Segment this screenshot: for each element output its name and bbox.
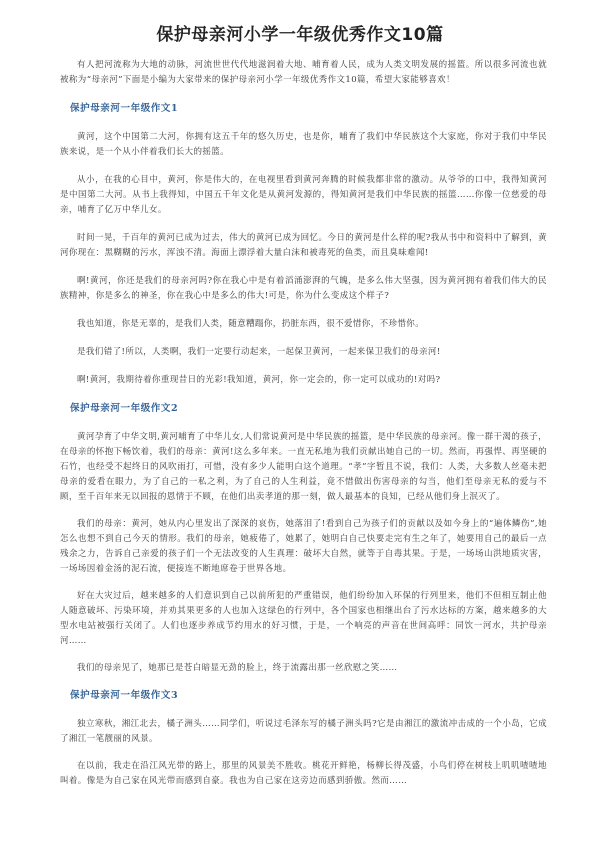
essay-2-paragraph: 我们的母亲：黄河，她从内心里发出了深深的哀伤，她落泪了!看到自己为孩子们的贡献以及如今身上的“遍体鳞伤”,她怎么也想不到自己今天的情形。我们的母亲，她疲倦了，她累了，她明白自己快要走完有生之年了，她要用自己的最后一点残余之力，告诉自己亲爱的孩子们一个无法改变的人生真理：破坏大自然，就等于自毒其果。于是，一场场山洪地质灾害，一场场因着金汤的泥石流，便接连不断地席卷于世界各地。 (60, 519, 547, 574)
essay-3-paragraph: 独立寒秋，湘江北去，橘子洲头……同学们，听说过毛泽东写的橘子洲头吗?它是由湘江的激流冲击成的一个小岛，它成了湘江一笔靓丽的风景。 (60, 719, 547, 744)
essay-1-paragraph: 黄河，这个中国第二大河，你拥有这五千年的悠久历史，也是你，哺育了我们中华民族这个大家庭，你对于我们中华民族来说，是一个从小伴着我们长大的摇篮。 (60, 132, 547, 157)
essay-2-paragraph: 我们的母亲见了，她那已是苍白暗显无劲的脸上，终于流露出那一丝欣慰之笑…… (77, 663, 398, 673)
essay-3-heading: 保护母亲河一年级作文3 (70, 690, 179, 701)
essay-2-heading: 保护母亲河一年级作文2 (70, 403, 179, 414)
page-bottom-edge (0, 839, 600, 849)
page-title: 保护母亲河小学一年级优秀作文10篇 (156, 25, 444, 45)
essay-2-paragraph: 好在大灾过后，越来越多的人们意识到自己以前所犯的严重错误，他们纷纷加入环保的行列里来，他们不但相互制止他人随意破坏、污染环境，并劝其果更多的人也加入这绿色的行列中，各个国家也相继出台了污水达标的方案，越来越多的大型水电站被强行关闭了。人们也逐步养成节约用水的好习惯，于是，一个响亮的声音在世间高呼：同饮一河水，共护母亲河…… (60, 591, 547, 646)
essay-1-paragraph: 从小，在我的心目中，黄河，你是伟大的，在电视里看到黄河奔腾的时候我都非常的激动。从爷爷的口中，我得知黄河是中国第二大河。从书上我得知，中国五千年文化是从黄河发源的，得知黄河是我们中华民族的摇篮……你像一位慈爱的母亲，哺育了亿万中华儿女。 (60, 175, 547, 215)
essay-1-paragraph: 时间一晃，千百年的黄河已成为过去，伟大的黄河已成为回忆。今日的黄河是什么样的呢?我从书中和资料中了解到，黄河你现在：黑糊糊的污水，浑浊不清。海面上漂浮着大量白沫和被毒死的鱼类，而且臭味难闻! (60, 233, 547, 258)
essay-1-paragraph: 是我们错了!所以，人类啊，我们一定要行动起来，一起保卫黄河，一起来保卫我们的母亲河! (77, 347, 441, 357)
essay-1-heading: 保护母亲河一年级作文1 (70, 103, 179, 114)
intro-paragraph: 有人把河流称为大地的动脉，河流世世代代地滋润着大地、哺育着人民，成为人类文明发展的摇篮。所以很多河流也就被称为“母亲河”下面是小编为大家带来的保护母亲河小学一年级优秀作文10篇，希望大家能够喜欢！ (60, 60, 547, 85)
essay-3-paragraph: 在以前，我走在沿江风光带的路上，那里的风景美不胜收。桃花开鲜艳，杨柳长得茂盛，小鸟们停在树枝上叽叽喳喳地叫着。像是为自己家在风光带而感到自豪。我也为自己家在这旁边而感到骄傲。然而…… (60, 761, 547, 786)
essay-1-paragraph: 我也知道，你是无辜的，是我们人类，随意糟蹋你，扔脏东西，很不爱惜你，不珍惜你。 (77, 319, 425, 329)
essay-1-paragraph: 啊!黄河，你还是我们的母亲河吗?你在我心中是有着滔涌澎湃的气魄，是多么伟大坚强，因为黄河拥有着我们伟大的民族精神，你是多么的神圣，你在我心中是多么的伟大!可是，你为什么变成这个样子? (60, 276, 547, 301)
article-body (60, 58, 547, 801)
essay-2-paragraph: 黄河孕育了中华文明,黄河哺育了中华儿女,人们常说黄河是中华民族的摇篮，是中华民族的母亲河。像一群干渴的孩子，在母亲的怀抱下畅饮着，我们的母亲：黄河!这么多年来。一直无私地为我们贡献出她自己的一切。然而，再强悍、再坚硬的石竹，也经受不起终日的风吹雨打，可惜，没有多少人能明白这个道理。“孝”字暂且不说，我们：人类，大多数人丝毫未把母亲的爱看在眼力，为了自己的一私之利，为了自己的人生利益，竟不惜做出伤害母亲的勾当，他们至母亲无私的爱与不顾，至千百年来无以回报的恩情于不顾，在他们出卖孝道的那一刻，做人最基本的良知，已经从他们身上泯灭了。 (60, 432, 547, 502)
essay-1-paragraph: 啊!黄河，我期待着你重现昔日的光彩!我知道，黄河，你一定会的，你一定可以成功的!对吗? (77, 375, 441, 385)
